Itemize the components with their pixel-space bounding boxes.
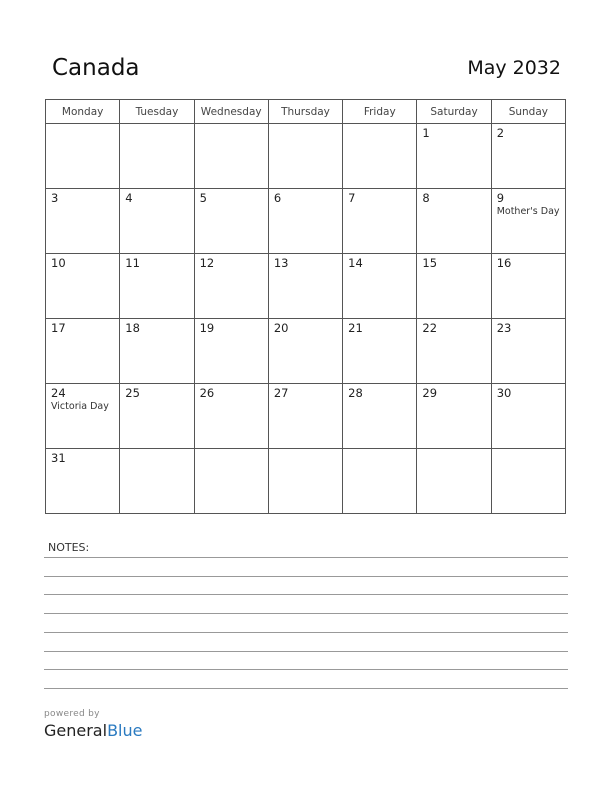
brand-part-blue: Blue <box>107 721 143 740</box>
empty-day-cell <box>343 124 417 189</box>
day-number: 17 <box>51 321 66 335</box>
day-cell-17 <box>46 319 120 384</box>
empty-day-cell <box>46 124 120 189</box>
day-cell-31 <box>46 449 120 514</box>
day-cell-6 <box>268 189 342 254</box>
holiday-label: Mother's Day <box>496 206 560 217</box>
brand-part-general: General <box>44 721 108 740</box>
day-number: 26 <box>199 386 215 400</box>
day-number: 18 <box>125 321 140 335</box>
day-number: 31 <box>51 451 66 465</box>
empty-day-cell <box>194 124 268 189</box>
note-line <box>44 594 568 595</box>
note-line <box>44 576 568 577</box>
day-cell-7 <box>343 189 417 254</box>
day-number: 1 <box>422 126 430 140</box>
day-cell-13 <box>268 254 342 319</box>
weekday-friday: Friday <box>343 100 417 124</box>
day-number: 20 <box>273 321 289 335</box>
day-number: 11 <box>125 256 140 270</box>
day-cell-1 <box>417 124 491 189</box>
day-cell-27 <box>268 384 342 449</box>
note-line <box>44 632 568 633</box>
day-cell-10 <box>46 254 120 319</box>
notes-label: NOTES: <box>48 541 90 554</box>
day-cell-12 <box>194 254 268 319</box>
empty-day-cell <box>120 124 194 189</box>
empty-day-cell <box>268 124 342 189</box>
day-cell-29 <box>417 384 491 449</box>
day-number: 2 <box>496 126 505 140</box>
day-cell-2 <box>491 124 565 189</box>
powered-by-text: powered by <box>44 709 100 719</box>
day-number: 28 <box>348 386 363 400</box>
day-cell-30 <box>491 384 565 449</box>
day-number: 10 <box>51 256 66 270</box>
day-number: 30 <box>496 386 512 400</box>
day-number: 12 <box>199 256 215 270</box>
empty-day-cell <box>417 449 491 514</box>
day-cell-26 <box>194 384 268 449</box>
note-line <box>44 688 568 689</box>
note-line <box>44 651 568 652</box>
day-cell-15 <box>417 254 491 319</box>
weekday-saturday: Saturday <box>417 100 491 124</box>
day-cell-21 <box>343 319 417 384</box>
week-row <box>46 319 566 384</box>
week-row <box>46 189 566 254</box>
day-cell-8 <box>417 189 491 254</box>
weekday-thursday: Thursday <box>268 100 342 124</box>
empty-day-cell <box>268 449 342 514</box>
day-number: 22 <box>422 321 438 335</box>
note-line <box>44 557 568 558</box>
day-cell-14 <box>343 254 417 319</box>
day-cell-9 <box>491 189 565 254</box>
day-cell-22 <box>417 319 491 384</box>
empty-day-cell <box>120 449 194 514</box>
week-row <box>46 384 566 449</box>
day-number: 29 <box>422 386 438 400</box>
day-number: 4 <box>125 191 133 205</box>
generalblue-logo[interactable] <box>44 721 142 740</box>
day-number: 5 <box>199 191 207 205</box>
day-cell-4 <box>120 189 194 254</box>
day-number: 8 <box>422 191 430 205</box>
day-number: 23 <box>496 321 512 335</box>
calendar-body <box>46 124 566 514</box>
day-cell-28 <box>343 384 417 449</box>
week-row <box>46 124 566 189</box>
day-number: 21 <box>348 321 363 335</box>
holiday-label: Victoria Day <box>51 401 109 412</box>
footer-branding <box>44 709 142 740</box>
day-number: 15 <box>422 256 438 270</box>
country-title: Canada <box>52 55 140 81</box>
day-cell-18 <box>120 319 194 384</box>
weekday-header-row <box>46 100 566 124</box>
day-cell-24 <box>46 384 120 449</box>
weekday-sunday: Sunday <box>491 100 565 124</box>
day-number: 25 <box>125 386 140 400</box>
day-number: 7 <box>348 191 356 205</box>
note-line <box>44 669 568 670</box>
day-cell-23 <box>491 319 565 384</box>
empty-day-cell <box>194 449 268 514</box>
note-line <box>44 613 568 614</box>
day-cell-3 <box>46 189 120 254</box>
weekday-monday: Monday <box>46 100 120 124</box>
day-number: 27 <box>273 386 289 400</box>
day-cell-5 <box>194 189 268 254</box>
day-number: 14 <box>348 256 363 270</box>
day-number: 9 <box>496 191 505 205</box>
week-row <box>46 254 566 319</box>
month-year-label: May 2032 <box>467 57 561 79</box>
empty-day-cell <box>491 449 565 514</box>
day-cell-16 <box>491 254 565 319</box>
day-number: 19 <box>199 321 215 335</box>
calendar-grid <box>45 99 566 514</box>
weekday-wednesday: Wednesday <box>194 100 268 124</box>
empty-day-cell <box>343 449 417 514</box>
weekday-tuesday: Tuesday <box>120 100 194 124</box>
day-cell-20 <box>268 319 342 384</box>
day-cell-11 <box>120 254 194 319</box>
day-cell-25 <box>120 384 194 449</box>
day-cell-19 <box>194 319 268 384</box>
week-row <box>46 449 566 514</box>
day-number: 24 <box>51 386 66 400</box>
day-number: 13 <box>273 256 289 270</box>
day-number: 3 <box>51 191 59 205</box>
day-number: 16 <box>496 256 512 270</box>
day-number: 6 <box>273 191 282 205</box>
